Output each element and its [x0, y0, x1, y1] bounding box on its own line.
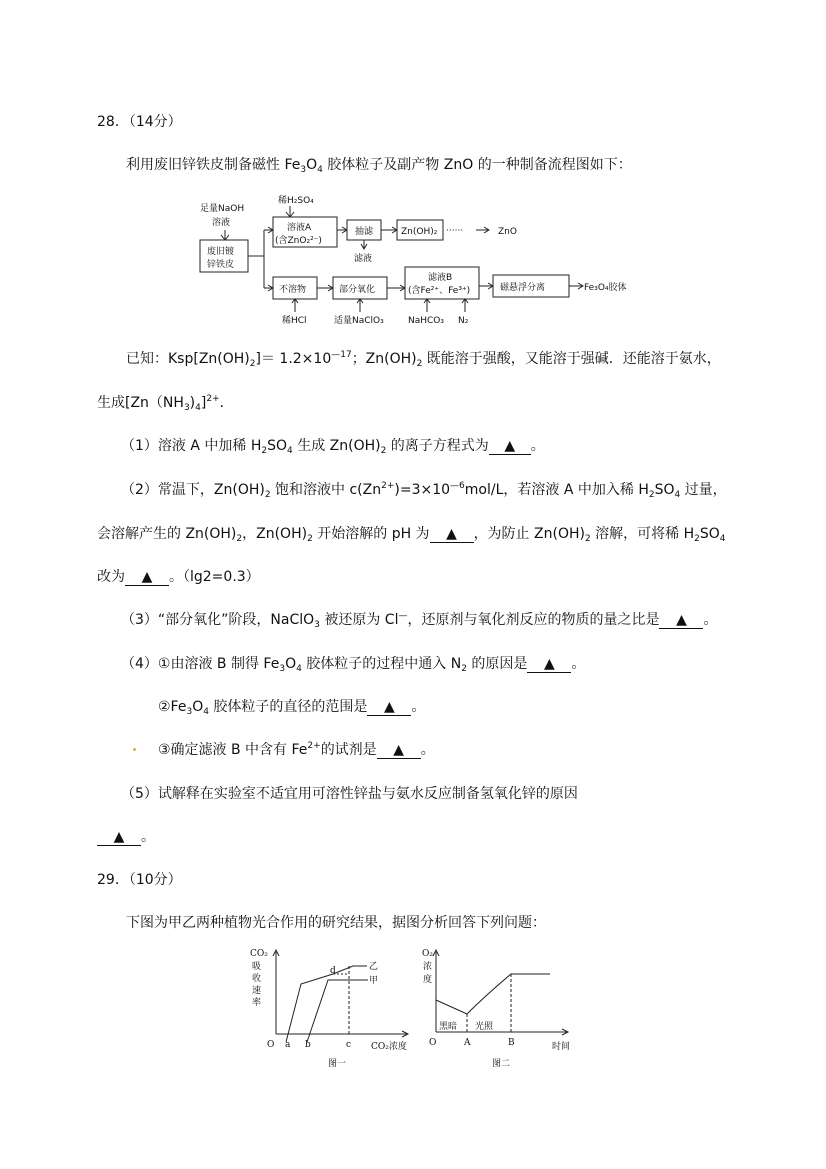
q28-known-2: 生成$[Zn(NH_3)_4]^{2+}$． [97, 394, 234, 413]
sol-a-label: 溶液A [287, 223, 312, 233]
fig2-ylabel-3: 度 [423, 975, 433, 985]
fig1-ylabel-5: 率 [252, 998, 262, 1008]
fig2-origin: O [429, 1038, 437, 1048]
fig2-label-dark: 黑暗 [439, 1022, 458, 1032]
q29-intro: 下图为甲乙两种植物光合作用的研究结果，据图分析回答下列问题： [126, 915, 546, 931]
q28-intro: 利用废旧锌铁皮制备磁性 $Fe_3O_4$ 胶体粒子及副产物 ZnO 的一种制备流程图如下： [126, 157, 632, 175]
fig1-origin: O [267, 1040, 275, 1050]
q29-header: 29．（10分） [97, 872, 182, 888]
answer-blank[interactable]: ▲ [367, 699, 411, 716]
dots-label: ······ [446, 226, 464, 236]
fig1-ylabel-3: 收 [252, 974, 262, 984]
figure-1 [245, 946, 420, 1071]
fig1-tick-b: b [305, 1040, 311, 1050]
answer-blank[interactable]: ▲ [97, 829, 141, 846]
znoh2-label: Zn(OH)₂ [401, 227, 438, 237]
q28-part4-2: $②Fe_3O_4$ 胶体粒子的直径的范围是 ▲ 。 [158, 699, 426, 717]
fig2-caption: 图二 [492, 1059, 511, 1069]
fig2-tick-b: B [508, 1038, 515, 1048]
fig1-xlabel: CO₂浓度 [371, 1042, 407, 1052]
raw-label-2: 锌铁皮 [207, 260, 235, 270]
q28-part3: （3）“部分氧化”阶段，NaClO$_3$ 被还原为 Cl—，还原剂与氧化剂反应的物质的量之比是 ▲ 。 [121, 611, 718, 630]
figure-2 [420, 946, 585, 1071]
answer-blank[interactable]: ▲ [659, 612, 703, 629]
answer-blank[interactable]: ▲ [527, 656, 571, 673]
answer-blank[interactable]: ▲ [489, 438, 531, 455]
naoh-label: 足量NaOH [200, 204, 245, 214]
n2-label: N₂ [458, 316, 469, 326]
fig1-ylabel-2: 吸 [252, 962, 262, 972]
fil-b-sub: (含Fe²⁺、Fe³⁺) [408, 286, 471, 296]
answer-blank[interactable]: ▲ [377, 742, 421, 759]
q28-part2-line1: （2）常温下，$Zn(OH)_2$ 饱和溶液中 $c(Zn^{2+})=3\times 10^{—6}mol/L$，若溶液 A 中加入稀 $H_2SO_4$ 过量， [121, 481, 727, 500]
q28-known-1: 已知：$Ksp[Zn(OH)_2]= 1.2\times 10^{—17}$；$Zn(OH)_2$ 既能溶于强酸，又能溶于强碱．还能溶于氨水， [126, 350, 721, 369]
filter-label: 抽滤 [355, 227, 374, 237]
fig2-ylabel-o2: O₂ [422, 949, 433, 959]
fig2-label-light: 光照 [475, 1022, 494, 1032]
zno-label: ZnO [498, 227, 517, 237]
insoluble-label: 不溶物 [279, 285, 307, 295]
fig2-xlabel: 时间 [552, 1042, 571, 1052]
q28-part5-answer: ▲ 。 [97, 827, 155, 847]
fe3o4-label: Fe₃O₄胶体 [584, 283, 627, 293]
q28-flowchart [190, 192, 650, 332]
fig2-curve [436, 974, 550, 1014]
magnetic-label: 磁悬浮分离 [500, 283, 546, 293]
fig1-tick-c: c [346, 1040, 352, 1050]
stray-dot [133, 748, 136, 751]
sol-a-sub: (含ZnO₂²⁻) [275, 236, 322, 246]
filtrate-label: 滤液 [354, 254, 373, 264]
answer-blank[interactable]: ▲ [125, 569, 169, 586]
q28-part2-line2: 会溶解产生的 $Zn(OH)_2$，$Zn(OH)_2$ 开始溶解的 pH 为 ▲ ，为防止 $Zn(OH)_2$ 溶解，可将稀 $H_2SO_4$ [97, 526, 726, 544]
fig1-ylabel-co2: CO₂ [250, 949, 268, 959]
nahco3-label: NaHCO₃ [408, 316, 444, 326]
hcl-label: 稀HCl [282, 316, 307, 326]
q28-part5: （5）试解释在实验室不适宜用可溶性锌盐与氨水反应制备氢氧化锌的原因 [121, 786, 578, 802]
h2so4-label: 稀H₂SO₄ [278, 196, 314, 206]
naoh-label-2: 溶液 [212, 218, 231, 228]
answer-blank[interactable]: ▲ [430, 526, 474, 543]
naclo3-label: 适量NaClO₃ [334, 316, 384, 326]
fig1-ylabel-4: 速 [252, 986, 262, 996]
q28-part4-1: （4）①由溶液 B 制得 $Fe_3O_4$ 胶体粒子的过程中通入 $N_2$ 的原因是 ▲ 。 [121, 656, 586, 674]
partial-ox-label: 部分氧化 [339, 285, 376, 295]
fig1-caption: 图一 [328, 1059, 347, 1069]
fig1-label-jia: 甲 [369, 976, 379, 986]
q28-part2-line3: 改为 ▲ 。（lg2=0.3） [97, 569, 260, 585]
fig2-ylabel-2: 浓 [423, 962, 433, 972]
q28-part4-3: ③确定滤液 B 中含有 $Fe^{2+}$的试剂是 ▲ 。 [158, 741, 435, 758]
curve-yi [286, 966, 367, 1042]
fig1-point-d: d [330, 966, 336, 976]
fig2-tick-a: A [464, 1038, 471, 1048]
fil-b-label: 滤液B [428, 273, 453, 283]
q28-part1: （1）溶液 A 中加稀 $H_2SO_4$ 生成 $Zn(OH)_2$ 的离子方程式为 ▲ 。 [121, 438, 545, 456]
fig1-tick-a: a [285, 1040, 291, 1050]
raw-label-1: 废旧镀 [207, 247, 235, 257]
fig1-label-yi: 乙 [369, 962, 379, 972]
curve-jia [307, 980, 360, 1042]
q28-header: 28．（14分） [97, 114, 182, 130]
